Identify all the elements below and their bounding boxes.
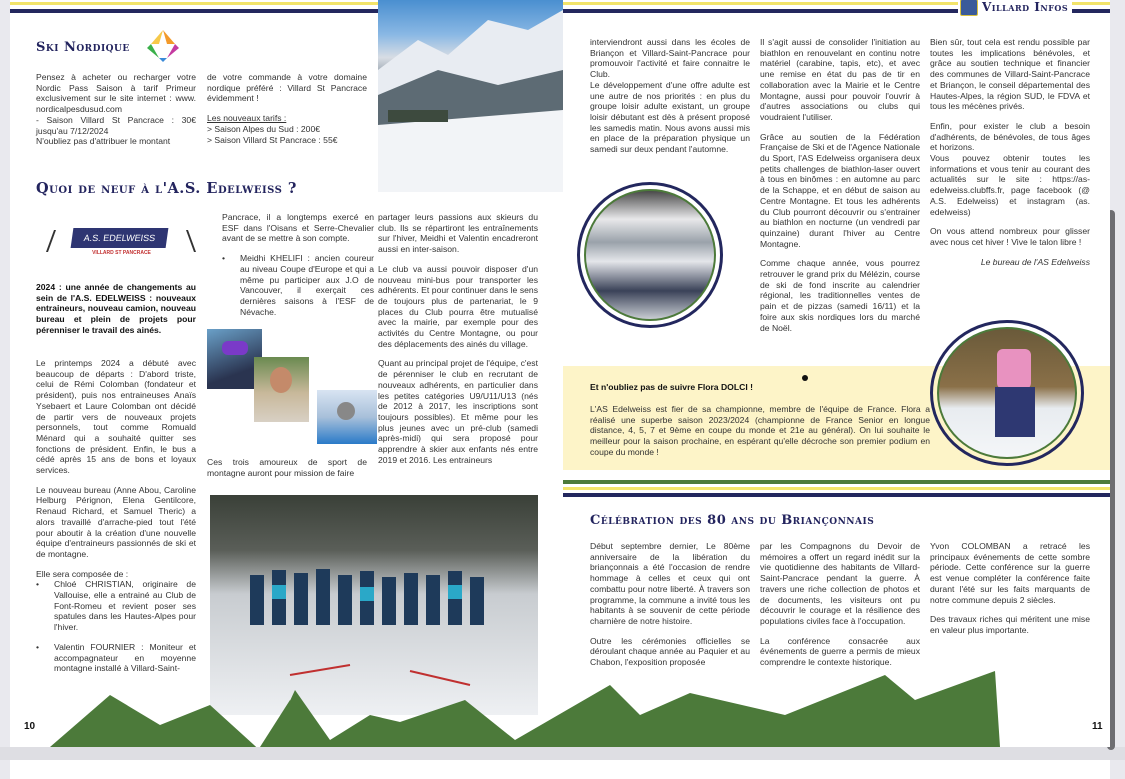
ski-nordique-col1 bbox=[36, 72, 196, 147]
skier-icon bbox=[170, 230, 196, 252]
paragraph: Bien sûr, tout cela est rendu possible par toutes les implications bénévoles, et grâce au soutien technique et financier des communes de Villard-Saint-Pancrace et Briançon, le conseil départemental des Hautes-Alpes, la région SUD, le FDVA et tous les mécènes privés. bbox=[930, 37, 1090, 112]
paragraph: Outre les cérémonies officielles se déroulant chaque année au Paquier et au Chabon, l'exposition proposée bbox=[590, 635, 750, 668]
logo-text: A.S. EDELWEISS bbox=[71, 228, 169, 248]
list-item-text: Meidhi KHELIFI : ancien coureur au niveau Coupe d'Europe et qui a même pu participer aux J.O de Vancouver, il exerçait ces dernières saisons à l'ESF de Névache. bbox=[240, 253, 374, 317]
biathlon-photo bbox=[577, 182, 723, 328]
flora-photo bbox=[930, 320, 1084, 466]
magazine-header bbox=[960, 0, 1070, 16]
paragraph: La conférence consacrée aux événements de guerre a permis de mieux comprendre le contexte historique. bbox=[760, 635, 920, 668]
edelweiss-col1 bbox=[36, 358, 196, 674]
bullet-dot bbox=[802, 375, 808, 381]
paragraph: - Saison Villard St Pancrace : 30€ jusqu'au 7/12/2024 bbox=[36, 114, 196, 136]
mountain-photo bbox=[378, 0, 563, 192]
edelweiss-title: Quoi de neuf à l'A.S. Edelweiss ? bbox=[36, 180, 297, 197]
mountain-footer bbox=[10, 660, 1110, 747]
tarif-item: > Saison Alpes du Sud : 200€ bbox=[207, 123, 320, 134]
paragraph: Vous pouvez obtenir toutes les informations et vous tenir au courant des actualités sur le site : https://as-edelweiss.clubffs.fr, page facebook (@ A.S. Edelweiss) et instagram (as. edelweiss) bbox=[930, 153, 1090, 217]
celebration-col3 bbox=[930, 541, 1090, 636]
edelweiss-lead: 2024 : une année de changements au sein de l'A.S. EDELWEISS : nouveaux entraineurs, nouveau camion, nouveau bureau et plein de projets pour pérenniser le travail des ainés. bbox=[36, 282, 196, 335]
stripe-green bbox=[563, 480, 1110, 484]
crest-icon bbox=[960, 0, 978, 16]
paragraph: interviendront aussi dans les écoles de Briançon et Villard-Saint-Pancrace pour promouvoir l'activité et faire connaitre le Club. bbox=[590, 37, 750, 80]
paragraph: On vous attend nombreux pour glisser avec nous cet hiver ! Vive le talon libre ! bbox=[930, 226, 1090, 247]
list-item: • Meidhi KHELIFI : ancien coureur au niveau Coupe d'Europe et qui a même pu participer aux J.O de Vancouver, il exerçait ces dernières saisons à l'ESF de Névache. bbox=[222, 253, 374, 317]
edelweiss-col6 bbox=[930, 37, 1090, 267]
paragraph: Yvon COLOMBAN a retracé les principaux événements de cette sombre période. Cette conférence sur la guerre est venue compléter la conférence faite durant l'été sur les faits marquants de notre commune depuis 2 siècles. bbox=[930, 541, 1090, 605]
tarifs-label: Les nouveaux tarifs : bbox=[207, 113, 287, 124]
paragraph: Début septembre dernier, Le 80ème anniversaire de la libération du briançonnais a été l'occasion de rendre hommage à celles et ceux qui ont combattu pour notre liberté. À travers son programme, la commune a invité tous les habitants à se souvenir de cette période charnière de notre histoire. bbox=[590, 541, 750, 626]
coach-photo-meidhi bbox=[254, 357, 309, 422]
tarif-item: > Saison Villard St Pancrace : 55€ bbox=[207, 134, 338, 145]
ski-nordique-title: Ski Nordique bbox=[36, 40, 130, 55]
paragraph: Le club va aussi pouvoir disposer d'un nouveau mini-bus pour transporter les adhérents. Et pour continuer dans le sens de toujours plus de partenariat, le 9 places du Club pourra être mutualisé avec la mairie, par exemple pour des activités du Centre Montagne, ou pour des déplacements des ainés du village. bbox=[378, 263, 538, 349]
paragraph: Enfin, pour exister le club a besoin d'adhérents, de bénévoles, de tous âges et horizons. bbox=[930, 120, 1090, 153]
signature: Le bureau de l'AS Edelweiss bbox=[980, 256, 1090, 267]
stripe-yellow bbox=[1072, 2, 1110, 5]
page-number-right: 11 bbox=[1092, 721, 1103, 732]
celebration-col2 bbox=[760, 541, 920, 668]
stripe-navy bbox=[563, 493, 1110, 497]
celebration-col1 bbox=[590, 541, 750, 668]
paragraph: Grâce au soutien de la Fédération Française de Ski et de l'Agence Nationale du Sport, l'AS Edelweiss organisera deux petits challenges de biathlon-laser ouvert à tous en binômes : en automne au parc de la Schappe, et en début de saison au Centre Montagne. Et tous les adhérents du Club pourront découvrir ou s'entrainer au biathlon en nocturne (un vendredi par quinzaine) durant l'hiver au Centre Montagne. bbox=[760, 131, 920, 249]
next-page bbox=[10, 760, 1110, 779]
celebration-title: Célébration des 80 ans du Briançonnais bbox=[590, 513, 875, 528]
edelweiss-logo bbox=[46, 224, 196, 264]
paragraph: N'oubliez pas d'attribuer le montant bbox=[36, 136, 171, 147]
page-gap bbox=[0, 747, 1125, 760]
paragraph: par les Compagnons du Devoir de mémoires a offert un regard inédit sur la vie quotidienne des habitants de Villard-Saint-Pancrace pendant la guerre. À travers une riche collection de photos et de documents, les visiteurs ont pu découvrir le courage et la résilience des populations civiles face à l'occupation. bbox=[760, 541, 920, 626]
paragraph: partager leurs passions aux skieurs du club. Ils se répartiront les entraînements sur l'hiver, Meidhi et Valentin encadreront aussi en inter-saison. bbox=[378, 212, 538, 255]
paragraph: Le printemps 2024 a débuté avec beaucoup de départs : D'abord triste, celui de Rémi Colomban (fondateur et président), puis nos entraineuses Anaïs Ysebaert et Laure Colomban ont décidé de partir vers de nouveaux projets personnels, tout comme Romuald Ménard qui a souhaité quitter ses fonctions de président. Enfin, le bus a cédé après 15 ans de bons et loyaux services. bbox=[36, 358, 196, 476]
edelweiss-col5 bbox=[760, 37, 920, 333]
ski-nordique-col2 bbox=[207, 72, 367, 145]
stripe-yellow bbox=[10, 2, 378, 5]
paragraph: Elle sera composée de : bbox=[36, 568, 129, 579]
list-item: • Valentin FOURNIER : Moniteur et accompagnateur en moyenne montagne installé à Villard-Saint- bbox=[36, 641, 196, 674]
magazine-spread bbox=[10, 0, 1110, 747]
nordic-logo-icon bbox=[145, 28, 181, 62]
list-item: • Chloé CHRISTIAN, originaire de Vallouise, elle a entrainé au Club de Font-Romeu et revient poser ses spatules dans les Hautes-Alpes pour l'hiver. bbox=[36, 579, 196, 633]
stripe-navy bbox=[10, 9, 378, 13]
list-item-text: Chloé CHRISTIAN, originaire de Vallouise, elle a entrainé au Club de Font-Romeu et revient poser ses spatules dans les Hautes-Alpes pour l'hiver. bbox=[54, 579, 196, 633]
paragraph: Le nouveau bureau (Anne Abou, Caroline Helburg Pérignon, Elena Gentilcore, Renaud Richard, et Samuel Theric) a alors travaillé d'arrache-pied tout l'été pour aboutir à la création d'une nouvelle équipe d'entraineurs passionnés de ski et de montagne. bbox=[36, 484, 196, 559]
paragraph: Quant au principal projet de l'équipe, c'est de pérenniser le club en recrutant de nouveaux adhérents, en particulier dans les petites catégories U9/U11/U13 (nés de 2012 à 2017, les inscriptions sont toujours possibles). Et même pour les plus jeunes avec un pré-club (samedi après-midi) qui sera proposé pour apprendre à skier aux enfants nés entre 2019 et 2016. Les entraineurs bbox=[378, 358, 538, 465]
stripe-yellow bbox=[563, 2, 958, 5]
flora-text: L'AS Edelweiss est fier de sa championne, membre de l'équipe de France. Flora a réalisé une superbe saison 2023/2024 (championne de France Senior en longue distance, 4, 5, 7 et 9ème en coupe du monde et 21e au général). On lui souhaite le meilleur pour la saison prochaine, en espérant qu'elle décroche son premier podium en coupe du monde ! bbox=[590, 404, 930, 457]
paragraph: de votre commande à votre domaine nordique préféré : Villard St Pancrace évidemment ! bbox=[207, 72, 367, 104]
paragraph: Des travaux riches qui méritent une mise en valeur plus importante. bbox=[930, 614, 1090, 635]
stripe-yellow bbox=[563, 487, 1110, 490]
paragraph: Pensez à acheter ou recharger votre Nordic Pass Saison à tarif Primeur exclusivement sur le site internet : www. nordicalpesdusud.com bbox=[36, 72, 196, 115]
edelweiss-col4 bbox=[590, 37, 750, 155]
skier-icon bbox=[46, 230, 72, 252]
magazine-title: Villard Infos bbox=[982, 0, 1069, 14]
paragraph: Le développement d'une offre adulte est une autre de nos priorités : en plus du groupe loisir adulte existant, un groupe loisir débutant est dès à présent proposé les samedis matin. Nous avons aussi mis en place de la préparation physique un samedi sur deux pendant l'automne. bbox=[590, 79, 750, 155]
edelweiss-col3 bbox=[378, 212, 538, 465]
edelweiss-col2-end: Ces trois amoureux de sport de montagne auront pour mission de faire bbox=[207, 457, 367, 478]
paragraph: Pancrace, il a longtemps exercé en ESF dans l'Oisans et Serre-Chevalier avant de se mettre à son compte. bbox=[222, 212, 374, 244]
paragraph: Comme chaque année, vous pourrez retrouver le grand prix du Mélézin, course de ski de fond inscrite au calendrier régional, les traditionnelles ventes de pain et de pizzas (samedi 16/11) et la foire aux skis nordiques lors du marché de Noël. bbox=[760, 258, 920, 333]
page-number-left: 10 bbox=[24, 721, 36, 732]
edelweiss-col2 bbox=[222, 212, 374, 317]
stripe-navy bbox=[1072, 9, 1110, 13]
list-item-text: Valentin FOURNIER : Moniteur et accompagnateur en moyenne montagne installé à Villard-Saint- bbox=[54, 641, 196, 674]
paragraph: Il s'agit aussi de consolider l'initiation au biathlon en renouvelant en continu notre matériel (carabine, tapis, etc), et avec une remise en état du pas de tir en collaboration avec la Mairie et le Centre Montagne, aussi pour pouvoir l'ouvrir à d'autres associations ou clubs qui voudraient l'utiliser. bbox=[760, 37, 920, 122]
coach-photo-valentin bbox=[317, 390, 377, 444]
stripe-navy bbox=[563, 9, 958, 13]
flora-title: Et n'oubliez pas de suivre Flora DOLCI ! bbox=[590, 382, 753, 392]
logo-subtext: VILLARD ST PANCRACE bbox=[92, 250, 151, 256]
